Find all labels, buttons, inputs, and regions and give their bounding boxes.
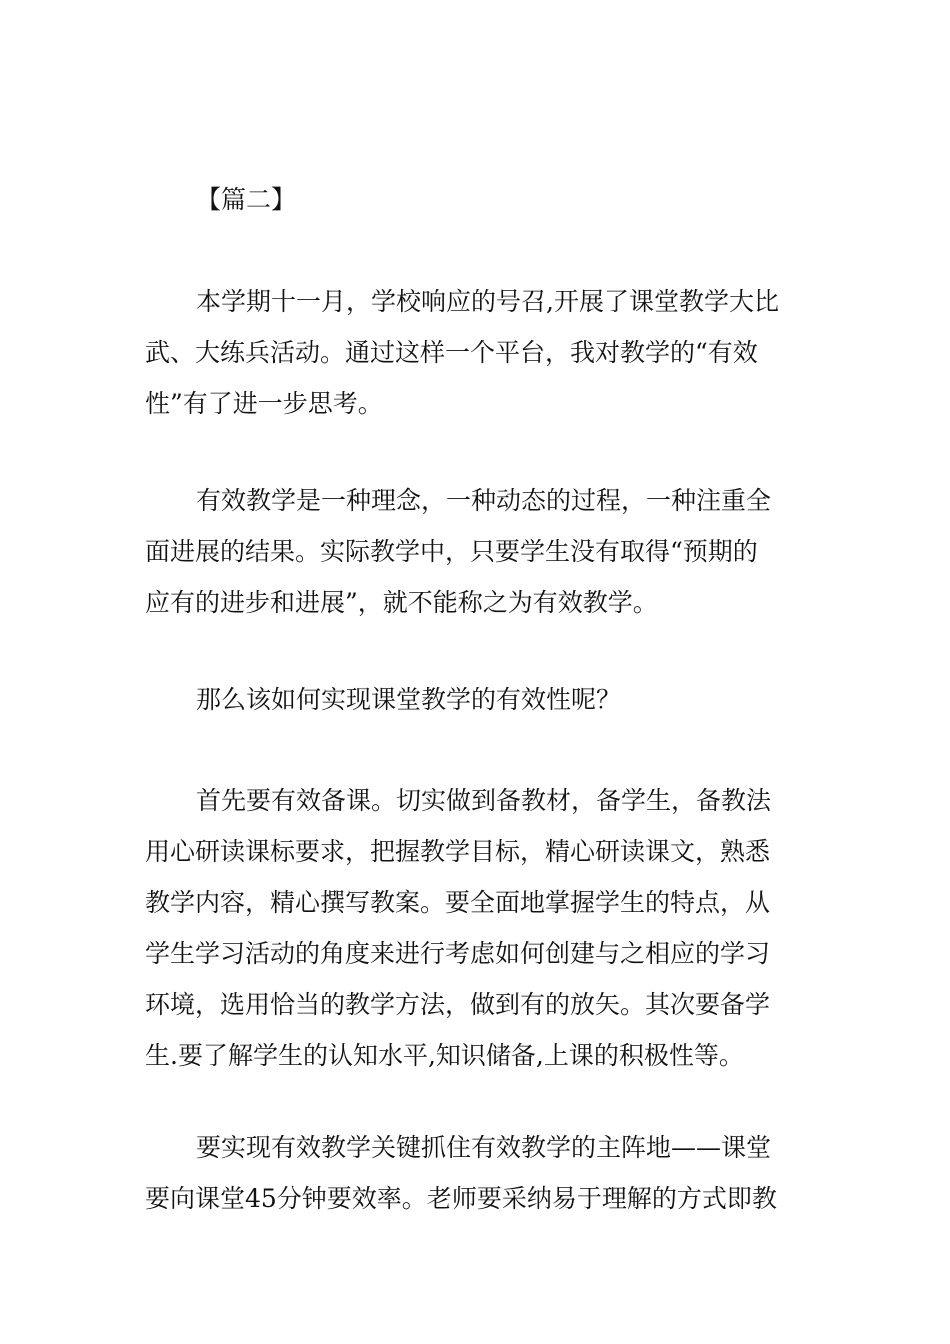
section-title-text: 【篇二】 [196, 185, 297, 214]
paragraph-line: 教学内容，精心撰写教案。要全面地掌握学生的特点，从 [145, 888, 771, 917]
paragraph-5 [145, 1122, 810, 1224]
paragraph-3 [145, 674, 810, 725]
paragraph-line: 武、大练兵活动。通过这样一个平台，我对教学的“有效 [145, 338, 758, 367]
section-title [145, 174, 810, 225]
paragraph-4 [145, 775, 810, 1081]
paragraph-line: 面进展的结果。实际教学中，只要学生没有取得“预期的 [145, 537, 758, 566]
paragraph-line: 环境，选用恰当的教学方法，做到有的放矢。其次要备学 [145, 990, 771, 1019]
paragraph-line: 应有的进步和进展”，就不能称之为有效教学。 [145, 588, 658, 617]
paragraph-line: 要实现有效教学关键抓住有效教学的主阵地——课堂 [196, 1133, 772, 1162]
paragraph-line: 学生学习活动的角度来进行考虑如何创建与之相应的学习 [145, 939, 771, 968]
paragraph-line: 有效教学是一种理念，一种动态的过程，一种注重全 [196, 486, 772, 515]
paragraph-line: 那么该如何实现课堂教学的有效性呢？ [196, 685, 622, 714]
paragraph-line: 性”有了进一步思考。 [145, 389, 383, 418]
paragraph-line: 本学期十一月，学校响应的号召,开展了课堂教学大比 [196, 287, 779, 316]
paragraph-1 [145, 276, 810, 429]
paragraph-2 [145, 475, 810, 628]
paragraph-line: 首先要有效备课。切实做到备教材，备学生，备教法 [196, 786, 772, 815]
paragraph-line: 用心研读课标要求，把握教学目标，精心研读课文，熟悉 [145, 837, 771, 866]
paragraph-line: 生.要了解学生的认知水平,知识储备,上课的积极性等。 [145, 1041, 744, 1070]
paragraph-line: 要向课堂45分钟要效率。老师要采纳易于理解的方式即教 [145, 1184, 777, 1213]
